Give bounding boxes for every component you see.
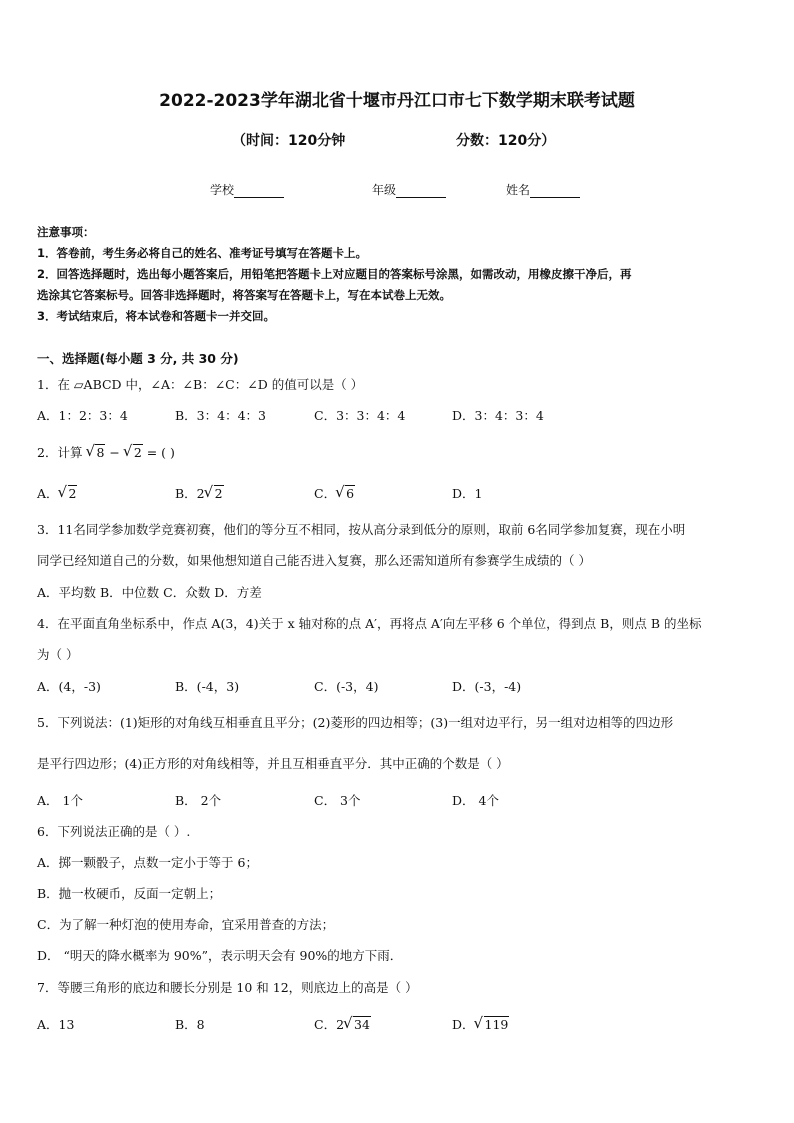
q2-option-a[interactable]: A．√ 2 [37, 484, 77, 502]
question-7-stem: 7．等腰三角形的底边和腰长分别是 10 和 12，则底边上的高是（ ） [37, 980, 418, 995]
q4-option-d[interactable]: D．(-3，-4) [452, 679, 522, 694]
q7-option-a[interactable]: A．13 [37, 1017, 75, 1032]
q5-option-b[interactable]: B． 2个 [175, 793, 222, 808]
question-4-line2: 为（ ） [37, 647, 79, 662]
question-6-stem: 6．下列说法正确的是（ ）. [37, 824, 191, 839]
page-title: 2022-2023学年湖北省十堰市丹江口市七下数学期末联考试题 [159, 91, 635, 111]
q2-option-b[interactable]: B．2√ 2 [175, 484, 224, 502]
school-field[interactable]: 学校 [210, 181, 284, 198]
section-heading: 一、选择题(每小题 3 分, 共 30 分) [37, 351, 239, 366]
q6-option-b[interactable]: B．抛一枚硬币，反面一定朝上； [37, 886, 222, 901]
notice-line: 1．答卷前，考生务必将自己的姓名、准考证号填写在答题卡上。 [37, 246, 367, 260]
q7-option-d[interactable]: D．√ 119 [452, 1015, 509, 1033]
question-3-line2: 同学已经知道自己的分数，如果他想知道自己能否进入复赛，那么还需知道所有参赛学生成绩的（ ） [37, 553, 591, 568]
question-5-line1: 5．下列说法：(1)矩形的对角线互相垂直且平分；(2)菱形的四边相等；(3)一组对边平行，另一组对边相等的四边形 [37, 715, 674, 730]
notice-heading: 注意事项： [37, 225, 95, 239]
q7-option-b[interactable]: B．8 [175, 1017, 205, 1032]
time-label: （时间：120分钟 [232, 133, 346, 149]
name-field[interactable]: 姓名 [506, 181, 580, 198]
q1-option-a[interactable]: A．1：2：3：4 [37, 408, 128, 423]
notice-line: 选涂其它答案标号。回答非选择题时，将答案写在答题卡上，写在本试卷上无效。 [37, 288, 451, 302]
notice-line: 2．回答选择题时，选出每小题答案后，用铅笔把答题卡上对应题目的答案标号涂黑，如需改动，用橡皮擦干净后，再 [37, 267, 632, 281]
score-label: 分数：120分） [456, 133, 556, 149]
notice-line: 3．考试结束后，将本试卷和答题卡一并交回。 [37, 309, 275, 323]
q4-option-c[interactable]: C．(-3，4) [314, 679, 379, 694]
q2-option-d[interactable]: D．1 [452, 486, 483, 501]
q5-option-a[interactable]: A． 1个 [37, 793, 83, 808]
question-5-line2: 是平行四边形；(4)正方形的对角线相等，并且互相垂直平分．其中正确的个数是（ ） [37, 756, 509, 771]
q4-option-b[interactable]: B．(-4，3) [175, 679, 240, 694]
grade-field[interactable]: 年级 [372, 181, 446, 198]
question-1-stem: 1．在 ▱ABCD 中，∠A：∠B：∠C：∠D 的值可以是（ ） [37, 377, 364, 392]
q5-option-c[interactable]: C． 3个 [314, 793, 361, 808]
question-4-line1: 4．在平面直角坐标系中，作点 A(3，4)关于 x 轴对称的点 A′，再将点 A′向左平移 6 个单位，得到点 B，则点 B 的坐标 [37, 616, 702, 631]
q1-option-b[interactable]: B．3：4：4：3 [175, 408, 266, 423]
q1-option-c[interactable]: C．3：3：4：4 [314, 408, 406, 423]
q7-option-c[interactable]: C．2√ 34 [314, 1015, 371, 1033]
q6-option-c[interactable]: C．为了解一种灯泡的使用寿命，宜采用普查的方法； [37, 917, 335, 932]
q3-options[interactable]: A．平均数 B．中位数 C．众数 D．方差 [37, 585, 262, 600]
question-2-stem: 2．计算 √ 8 − √ 2 = ( ) [37, 443, 175, 461]
q6-option-d[interactable]: D． “明天的降水概率为 90%”，表示明天会有 90%的地方下雨． [37, 948, 403, 963]
q6-option-a[interactable]: A．掷一颗骰子，点数一定小于等于 6； [37, 855, 258, 870]
q1-option-d[interactable]: D．3：4：3：4 [452, 408, 544, 423]
q5-option-d[interactable]: D． 4个 [452, 793, 499, 808]
question-3-line1: 3．11名同学参加数学竞赛初赛，他们的等分互不相同，按从高分录到低分的原则，取前 6名同学参加复赛，现在小明 [37, 522, 686, 537]
q2-option-c[interactable]: C．√ 6 [314, 484, 355, 502]
q4-option-a[interactable]: A．(4，-3) [37, 679, 101, 694]
